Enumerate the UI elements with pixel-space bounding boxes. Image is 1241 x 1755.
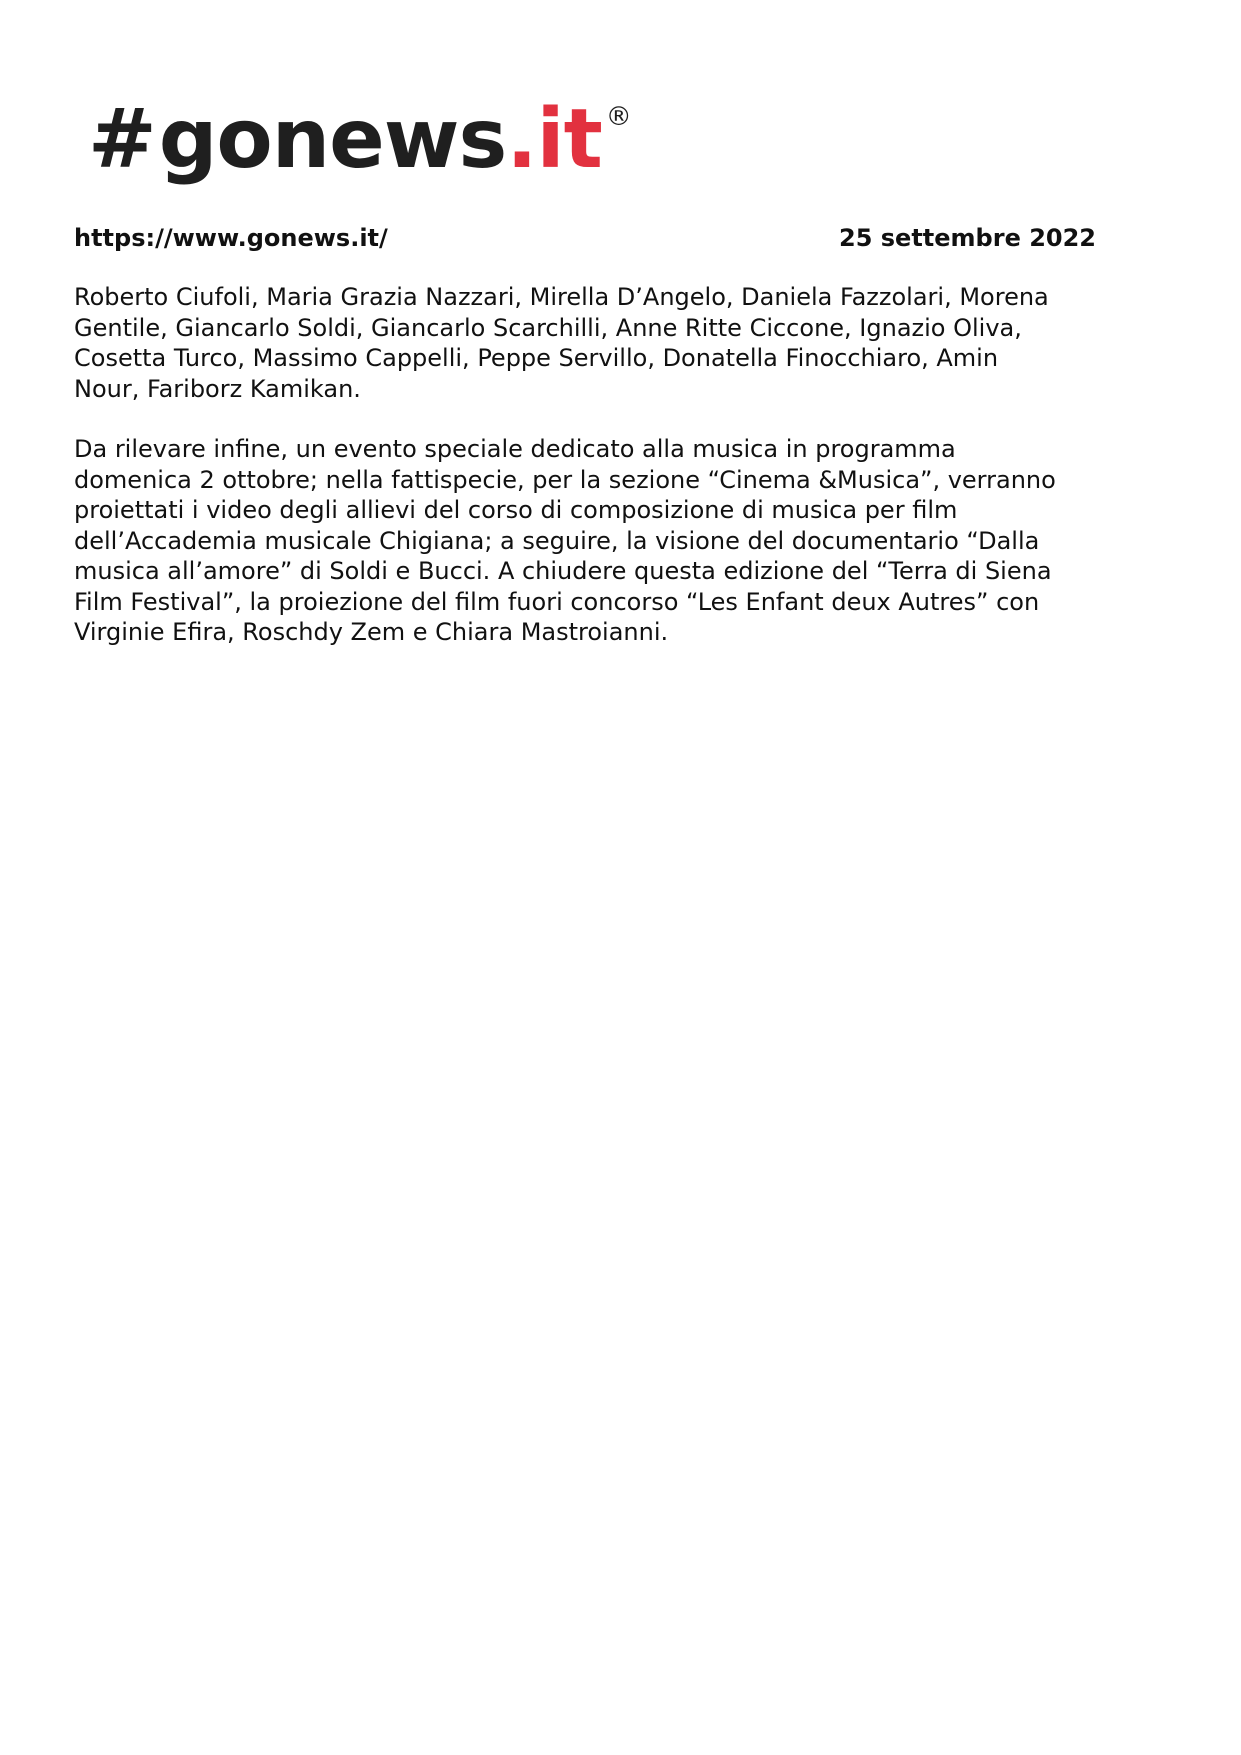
gonews-logo xyxy=(88,92,632,192)
paragraph-line: domenica 2 ottobre; nella fattispecie, per la sezione “Cinema &Musica”, verranno xyxy=(74,465,1056,494)
paragraph-line: Film Festival”, la proiezione del film fuori concorso “Les Enfant deux Autres” con xyxy=(74,587,1040,616)
paragraph-line: Nour, Fariborz Kamikan. xyxy=(74,374,361,403)
publication-date: 25 settembre 2022 xyxy=(839,224,1096,252)
source-header xyxy=(74,222,1096,254)
paragraph-line: Da rilevare infine, un evento speciale dedicato alla musica in programma xyxy=(74,435,956,463)
logo-wordmark: gonews xyxy=(158,92,507,187)
paragraph-line: Virginie Efira, Roschdy Zem e Chiara Mastroianni. xyxy=(74,618,669,646)
article-paragraph-music-event xyxy=(74,434,1114,648)
paragraph-line: Roberto Ciufoli, Maria Grazia Nazzari, Mirella D’Angelo, Daniela Fazzolari, Morena xyxy=(74,283,1049,311)
source-url: https://www.gonews.it/ xyxy=(74,224,388,252)
logo-domain-suffix: .it xyxy=(506,92,602,187)
logo-hash-mark: # xyxy=(88,92,155,187)
article-paragraph-cast xyxy=(74,282,1114,404)
paragraph-line: Cosetta Turco, Massimo Cappelli, Peppe Servillo, Donatella Finocchiaro, Amin xyxy=(74,344,999,372)
registered-trademark-icon: ® xyxy=(605,102,632,132)
paragraph-line: dell’Accademia musicale Chigiana; a seguire, la visione del documentario “Dalla xyxy=(74,526,1040,555)
article-body xyxy=(74,282,1114,678)
paragraph-line: proiettati i video degli allievi del corso di composizione di musica per film xyxy=(74,496,958,524)
paragraph-line: Gentile, Giancarlo Soldi, Giancarlo Scarchilli, Anne Ritte Ciccone, Ignazio Oliva, xyxy=(74,313,1022,342)
paragraph-line: musica all’amore” di Soldi e Bucci. A chiudere questa edizione del “Terra di Siena xyxy=(74,557,1052,585)
